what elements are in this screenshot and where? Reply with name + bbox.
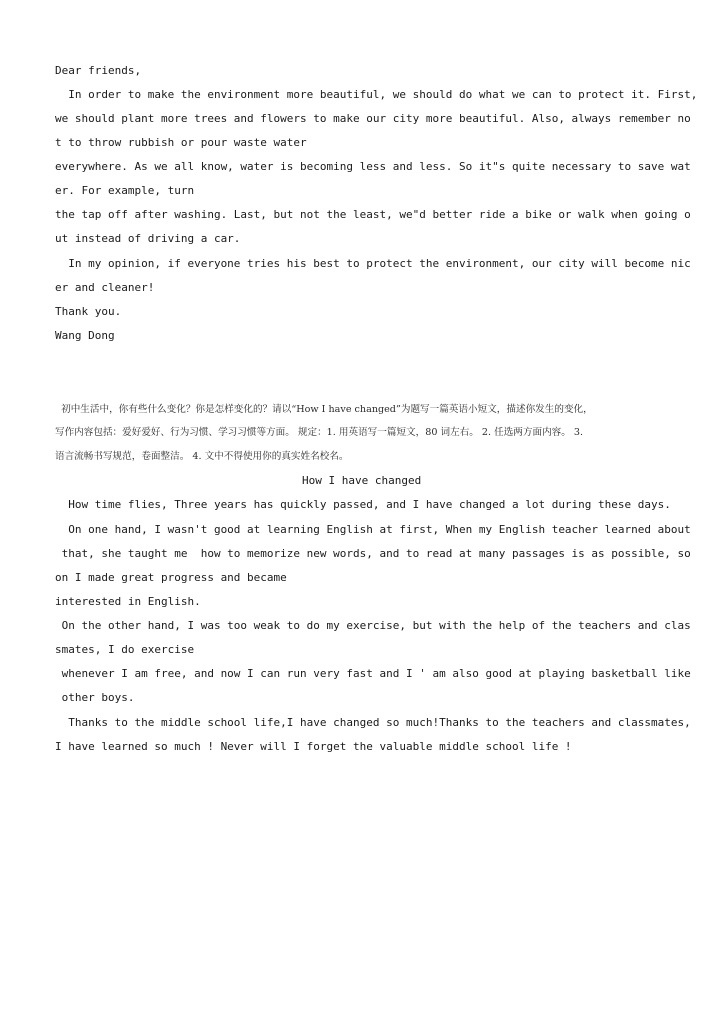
- essay-line: other boys.: [55, 691, 135, 704]
- essay-line: On the other hand, I was too weak to do my exercise, but with the help of the teachers and clas: [55, 619, 691, 632]
- essay-line: How time flies, Three years has quickly passed, and I have changed a lot during these days.: [55, 498, 671, 511]
- letter-line: In order to make the environment more beautiful, we should do what we can to protect it. First,: [55, 88, 698, 101]
- essay-line: on I made great progress and became: [55, 571, 287, 584]
- essay-title: How I have changed: [302, 474, 422, 487]
- prompt-line: 写作内容包括：爱好爱好、行为习惯、学习习惯等方面。 规定：1. 用英语写一篇短文，80 词左右。 2. 任选两方面内容。 3.: [55, 427, 584, 438]
- letter-line: we should plant more trees and flowers to make our city more beautiful. Also, always remember no: [55, 112, 691, 125]
- essay-line: interested in English.: [55, 595, 201, 608]
- letter-line: t to throw rubbish or pour waste water: [55, 136, 307, 149]
- essay-line: I have learned so much ! Never will I forget the valuable middle school life !: [55, 740, 572, 753]
- letter-line: ut instead of driving a car.: [55, 232, 241, 245]
- essay-line: smates, I do exercise: [55, 643, 195, 656]
- letter-line: the tap off after washing. Last, but not the least, we"d better ride a bike or walk when going o: [55, 208, 691, 221]
- essay-line: Thanks to the middle school life,I have changed so much!Thanks to the teachers and classmates,: [55, 716, 691, 729]
- letter-line: everywhere. As we all know, water is becoming less and less. So it"s quite necessary to save wat: [55, 160, 691, 173]
- letter-line: er and cleaner!: [55, 281, 155, 294]
- essay-line: On one hand, I wasn't good at learning English at first, When my English teacher learned about: [55, 523, 691, 536]
- letter-signature: Wang Dong: [55, 329, 115, 342]
- letter-greeting: Dear friends,: [55, 64, 142, 77]
- letter-closing: Thank you.: [55, 305, 122, 318]
- prompt-line: 语言流畅书写规范，卷面整洁。 4. 文中不得使用你的真实姓名校名。: [55, 451, 349, 462]
- essay-line: that, she taught me how to memorize new words, and to read at many passages is as possible, so: [55, 547, 691, 560]
- essay-line: whenever I am free, and now I can run very fast and I ' am also good at playing basketball like: [55, 667, 691, 680]
- prompt-line: 初中生活中，你有些什么变化？你是怎样变化的？请以“How I have changed”为题写一篇英语小短文，描述你发生的变化，: [55, 404, 593, 415]
- letter-line: er. For example, turn: [55, 184, 195, 197]
- letter-line: In my opinion, if everyone tries his best to protect the environment, our city will become nic: [55, 257, 691, 270]
